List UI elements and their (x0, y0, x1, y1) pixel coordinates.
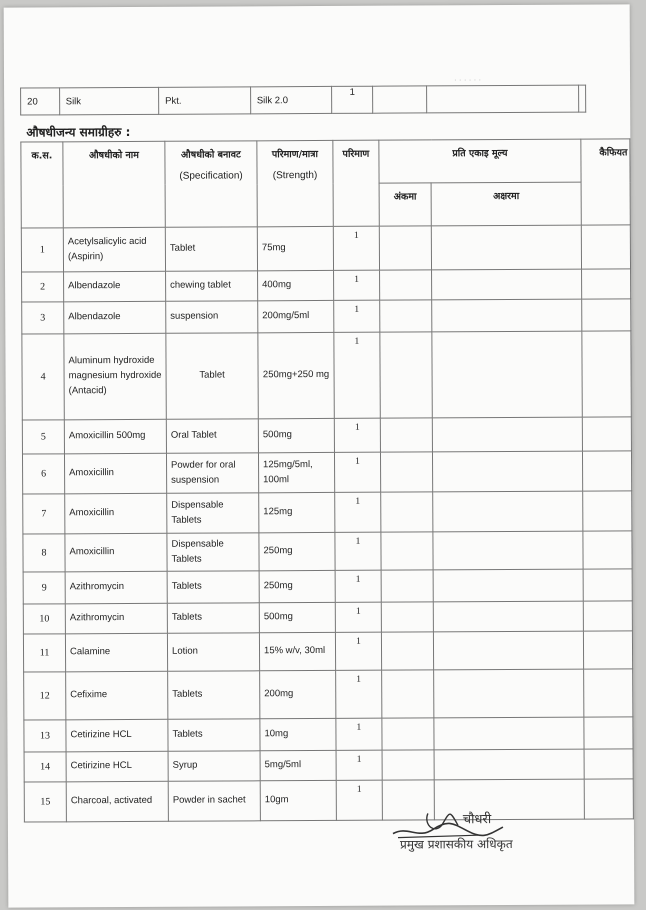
cell-words (432, 299, 582, 332)
cell-form: Lotion (167, 633, 259, 671)
cell-strength: 250mg (259, 570, 335, 602)
cell-form: Dispensable Tablets (167, 493, 259, 533)
table-body (21, 225, 633, 822)
previous-items-table (20, 85, 586, 116)
cell-name: Albendazole (64, 301, 166, 334)
signatory-title: प्रमुख प्रशासकीय अधिकृत (399, 836, 513, 852)
cell-words (433, 631, 583, 670)
header-strength-sub: (Strength) (272, 170, 318, 182)
cell-name: Azithromycin (65, 603, 167, 634)
cell-figures (380, 300, 432, 332)
cell-remarks (584, 749, 633, 779)
cell-sn: 14 (24, 752, 66, 782)
cell-sn: 7 (23, 494, 65, 534)
cell-figures (381, 570, 433, 602)
bleed-through-text: · · · · · · (454, 75, 482, 85)
cell-form: Tablets (167, 571, 259, 603)
cell-words (432, 417, 582, 452)
header-form (165, 141, 257, 227)
table-row (24, 717, 633, 752)
cell-name: Cetirizine HCL (66, 719, 168, 752)
cell-name: Calamine (65, 633, 167, 672)
cell-qty: 1 (333, 226, 379, 270)
cell-remarks (583, 601, 632, 631)
cell-name: Amoxicillin 500mg (64, 419, 166, 454)
cell-sn: 20 (21, 88, 60, 115)
header-strength (257, 140, 333, 226)
cell-qty: 1 (334, 332, 380, 418)
cell-remarks (583, 569, 632, 601)
cell-name: Acetylsalicylic acid (Aspirin) (63, 227, 165, 272)
cell-strength: 200mg (260, 670, 336, 718)
header-row (21, 139, 630, 185)
cell-name: Albendazole (64, 271, 166, 302)
table-row (21, 85, 586, 115)
header-in-words: अक्षरमा (431, 182, 581, 226)
cell-words (434, 717, 584, 750)
cell-strength: 75mg (257, 226, 333, 270)
cell-name: Amoxicillin (65, 533, 167, 572)
cell-figures (381, 602, 433, 632)
table-row (23, 631, 632, 672)
cell-sn: 13 (24, 720, 66, 752)
cell-words (433, 491, 583, 532)
cell-sn: 8 (23, 534, 65, 572)
cell-sn: 15 (24, 782, 66, 822)
cell-sn: 9 (23, 572, 65, 604)
cell-figures (380, 270, 432, 300)
cell-sn: 11 (23, 634, 65, 672)
cell-sn: 12 (24, 672, 66, 720)
cell-form: Dispensable Tablets (167, 533, 259, 571)
cell-strength: 200mg/5ml (258, 300, 334, 332)
cell-qty: 1 (336, 670, 382, 718)
cell-form: Tablet (165, 227, 257, 271)
cell-remarks (582, 417, 631, 451)
cell-sn: 3 (22, 302, 64, 334)
cell-name: Amoxicillin (64, 453, 166, 494)
table-row (22, 269, 631, 302)
cell-form: suspension (166, 301, 258, 333)
cell-words (433, 601, 583, 632)
cell-form: Tablets (168, 719, 260, 751)
cell-qty: 1 (335, 532, 381, 570)
cell-figures (379, 226, 431, 270)
cell-remarks (582, 299, 631, 331)
cell-figures (381, 492, 433, 532)
cell-strength: 500mg (259, 602, 335, 632)
cell-figures (372, 86, 426, 113)
cell-strength: 10gm (260, 780, 336, 820)
cell-form: Powder for oral suspension (166, 453, 258, 493)
cell-form: Tablets (168, 671, 260, 719)
cell-strength: 250mg+250 mg (258, 332, 334, 418)
table-row (22, 451, 631, 494)
cell-words (432, 269, 582, 300)
cell-name: Aluminum hydroxide magnesium hydroxide (Antacid) (64, 333, 166, 420)
cell-qty: 1 (334, 300, 380, 332)
table-row (23, 531, 632, 572)
document-page (4, 4, 635, 907)
cell-words (434, 749, 584, 780)
cell-name: Cefixime (66, 671, 168, 720)
header-qty: परिमाण (333, 140, 379, 226)
cell-form: Pkt. (159, 87, 251, 114)
cell-strength: 250mg (259, 532, 335, 570)
table-row (21, 225, 630, 272)
cell-sn: 10 (23, 604, 65, 634)
cell-qty: 1 (334, 270, 380, 300)
header-sn: क.स. (21, 142, 63, 228)
cell-qty: 1 (335, 492, 381, 532)
cell-figures (380, 332, 432, 418)
table-row (23, 601, 632, 634)
medicine-table (20, 138, 634, 822)
cell-sn: 4 (22, 334, 64, 420)
cell-figures (381, 532, 433, 570)
header-remarks: कैफियत (581, 139, 630, 225)
cell-figures (380, 418, 432, 452)
cell-remarks (584, 717, 633, 749)
cell-remarks (584, 779, 633, 819)
cell-remarks (582, 451, 631, 491)
cell-remarks (582, 331, 631, 417)
cell-form: Tablet (166, 333, 258, 419)
header-form-label: औषधीको बनावट (180, 149, 241, 161)
cell-sn: 1 (21, 228, 63, 272)
cell-remarks (583, 631, 632, 669)
cell-qty: 1 (335, 570, 381, 602)
cell-qty: 1 (336, 750, 382, 780)
cell-strength: 400mg (258, 270, 334, 300)
cell-figures (382, 718, 434, 750)
cell-form: Powder in sachet (168, 781, 260, 821)
cell-sn: 2 (22, 272, 64, 302)
cell-name: Azithromycin (65, 571, 167, 604)
table-row (22, 299, 631, 334)
cell-qty: 1 (334, 418, 380, 452)
cell-name: Charcoal, activated (66, 781, 168, 822)
cell-name: Amoxicillin (65, 493, 167, 534)
cell-form: Syrup (168, 751, 260, 781)
cell-words (426, 85, 578, 113)
cell-form: Tablets (167, 603, 259, 633)
cell-strength: 125mg/5ml, 100ml (258, 452, 334, 492)
cell-remarks (582, 269, 631, 299)
cell-words (434, 669, 584, 718)
cell-words (433, 531, 583, 570)
cell-form: chewing tablet (166, 271, 258, 301)
cell-qty: 1 (336, 780, 382, 820)
cell-remarks (583, 491, 632, 531)
cell-words (432, 331, 582, 418)
cell-form: Oral Tablet (166, 419, 258, 453)
cell-qty: 1 (334, 452, 380, 492)
cell-remarks (584, 669, 633, 717)
section-title: औषधीजन्य समाग्रीहरु : (26, 124, 131, 140)
cell-sn: 5 (22, 420, 64, 454)
table-row (24, 779, 633, 822)
cell-qty: 1 (335, 632, 381, 670)
cell-words (432, 451, 582, 492)
cell-words (433, 569, 583, 602)
cell-remarks (583, 531, 632, 569)
table-row (22, 417, 631, 454)
cell-name: Cetirizine HCL (66, 751, 168, 782)
cell-qty: 1 (336, 718, 382, 750)
cell-qty: 1 (335, 602, 381, 632)
header-in-figures: अंकमा (379, 183, 431, 226)
cell-figures (381, 632, 433, 670)
cell-strength: 10mg (260, 718, 336, 750)
header-name: औषधीको नाम (63, 141, 165, 228)
table-row (24, 749, 633, 782)
table-row (22, 331, 631, 420)
cell-figures (382, 670, 434, 718)
cell-strength: 15% w/v, 30ml (259, 632, 335, 670)
cell-figures (382, 750, 434, 780)
cell-strength: 5mg/5ml (260, 750, 336, 780)
cell-sn: 6 (22, 454, 64, 494)
header-strength-label: परिमाण/मात्रा (271, 149, 318, 161)
cell-words (431, 225, 581, 270)
cell-name: Silk (59, 87, 159, 115)
cell-strength: 500mg (258, 418, 334, 452)
cell-remarks (581, 225, 630, 269)
cell-strength: 125mg (259, 492, 335, 532)
table-row (24, 669, 633, 720)
table-row (23, 491, 632, 534)
cell-figures (380, 452, 432, 492)
cell-strength: Silk 2.0 (250, 86, 332, 113)
table-row (23, 569, 632, 604)
header-form-sub: (Specification) (179, 170, 243, 182)
signatory-name: चौधरी (462, 812, 492, 828)
cell-qty: 1 (332, 86, 372, 113)
header-unit-price: प्रति एकाइ मूल्य (379, 139, 581, 183)
cell-remarks (579, 85, 586, 112)
